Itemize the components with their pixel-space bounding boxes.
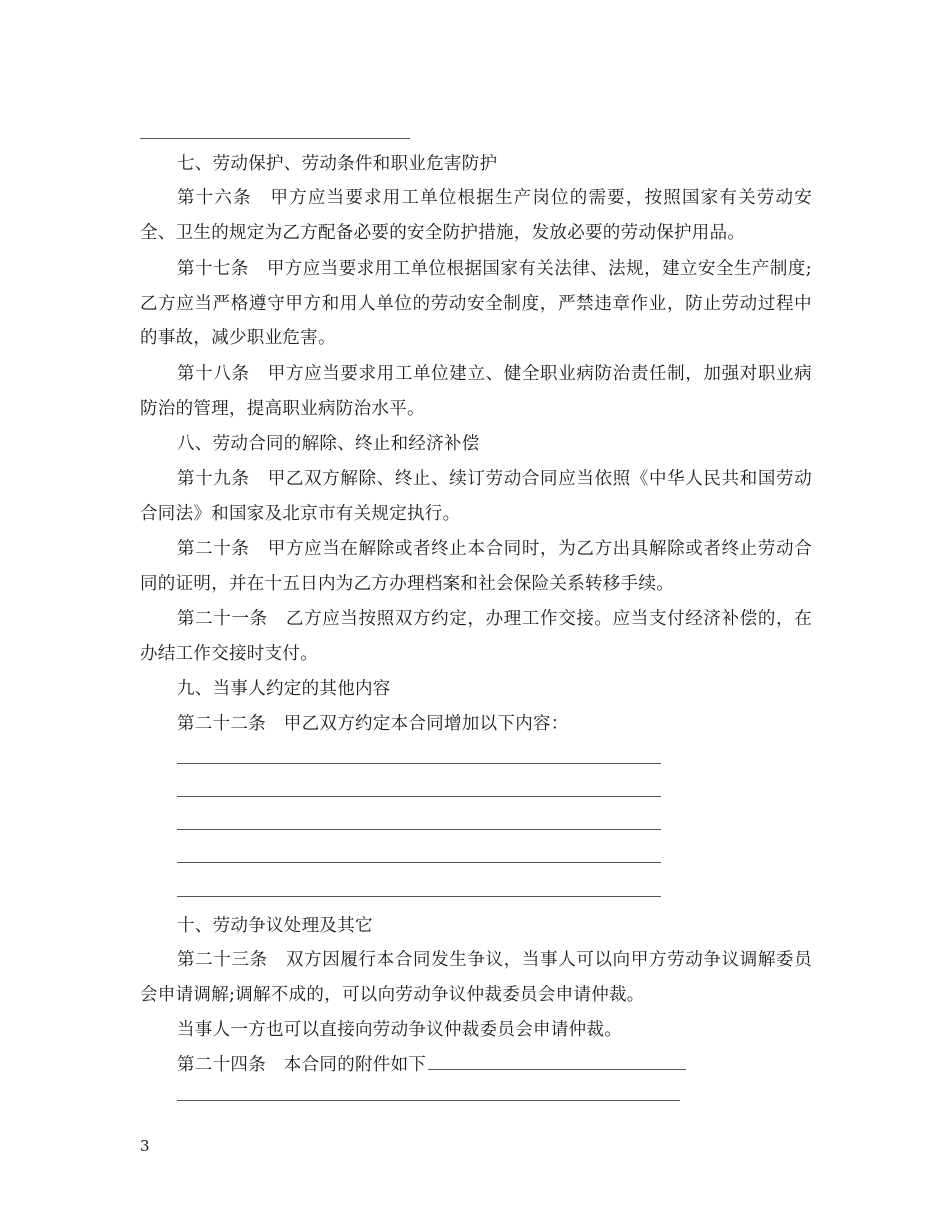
article-24: 第二十四条 本合同的附件如下 — [177, 1055, 427, 1075]
attachment-blank-line — [428, 1052, 686, 1070]
page-number: 3 — [140, 1137, 150, 1155]
section-9-title: 九、当事人约定的其他内容 — [177, 679, 391, 699]
top-blank-line — [140, 138, 410, 139]
blank-line-4 — [177, 862, 661, 863]
article-23: 第二十三条 双方因履行本合同发生争议，当事人可以向甲方劳动争议调解委员会申请调解;调解不成的，可以向劳动争议仲裁委员会申请仲裁。 — [140, 950, 812, 1005]
section-7-title: 七、劳动保护、劳动条件和职业危害防护 — [177, 154, 498, 174]
blank-line-2 — [177, 796, 661, 797]
section-8-title: 八、劳动合同的解除、终止和经济补偿 — [177, 434, 480, 454]
article-17: 第十七条 甲方应当要求用工单位根据国家有关法律、法规，建立安全生产制度;乙方应当严格遵守甲方和用人单位的劳动安全制度，严禁违章作业，防止劳动过程中的事故，减少职业危害。 — [140, 259, 812, 348]
article-19: 第十九条 甲乙双方解除、终止、续订劳动合同应当依照《中华人民共和国劳动合同法》和国家及北京市有关规定执行。 — [140, 469, 812, 524]
article-18: 第十八条 甲方应当要求用工单位建立、健全职业病防治责任制，加强对职业病防治的管理，提高职业病防治水平。 — [140, 364, 812, 419]
article-24-line — [177, 1048, 686, 1083]
article-22: 第二十二条 甲乙双方约定本合同增加以下内容： — [177, 714, 569, 734]
article-16: 第十六条 甲方应当要求用工单位根据生产岗位的需要，按照国家有关劳动安全、卫生的规定为乙方配备必要的安全防护措施，发放必要的劳动保护用品。 — [140, 188, 812, 243]
blank-line-3 — [177, 829, 661, 830]
article-23-continuation: 当事人一方也可以直接向劳动争议仲裁委员会申请仲裁。 — [177, 1020, 622, 1040]
attachment-blank-line-2 — [177, 1100, 680, 1101]
article-21: 第二十一条 乙方应当按照双方约定，办理工作交接。应当支付经济补偿的，在办结工作交接时支付。 — [140, 609, 812, 664]
section-10-title: 十、劳动争议处理及其它 — [177, 916, 373, 936]
article-20: 第二十条 甲方应当在解除或者终止本合同时，为乙方出具解除或者终止劳动合同的证明，并在十五日内为乙方办理档案和社会保险关系转移手续。 — [140, 539, 812, 594]
blank-line-1 — [177, 763, 661, 764]
blank-line-5 — [177, 896, 661, 897]
